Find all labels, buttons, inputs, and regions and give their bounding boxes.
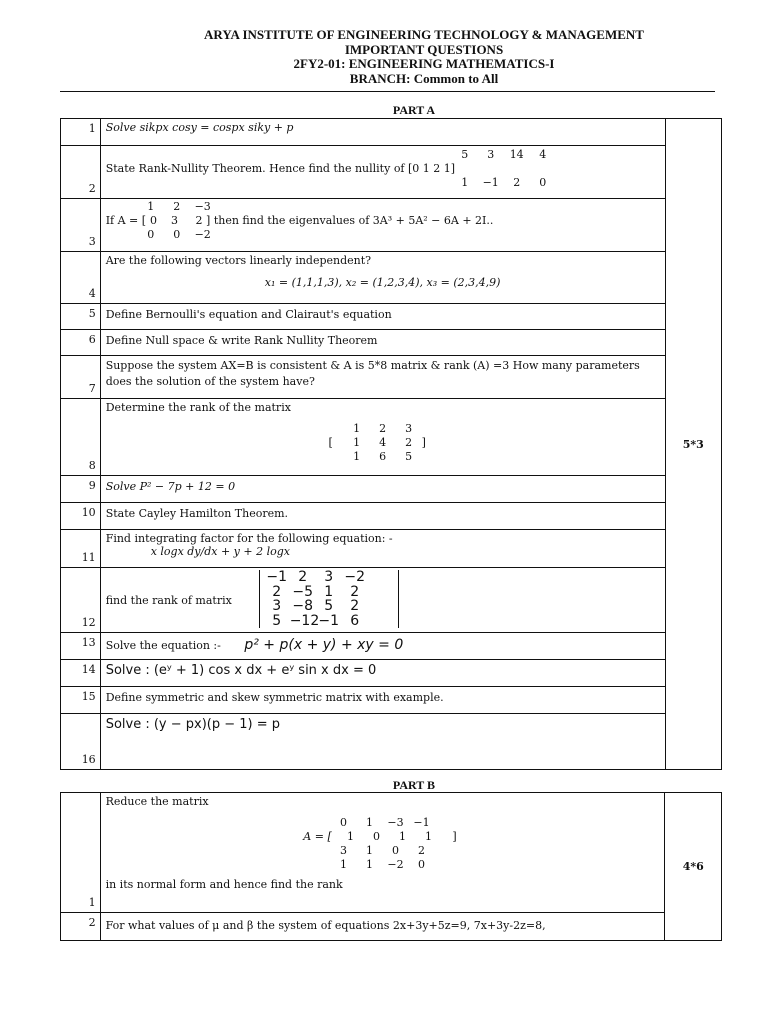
formula: p² + p(x + y) + xy = 0: [244, 637, 404, 653]
table-row: [61, 399, 722, 476]
question-number: 16: [61, 714, 101, 770]
question-number: 1: [61, 793, 101, 913]
branch: BRANCH: Common to All: [349, 70, 499, 86]
question-text: Solve : (eʸ + 1) cos x dx + eʸ sin x dx = 0: [100, 660, 665, 687]
matrix: 5 3 14 4: [461, 148, 547, 161]
question-text: Find integrating factor for the following equation: - x logx dy/dx + y + 2 logx: [100, 530, 665, 568]
question-text: Solve the equation :- p² + p(x + y) + xy = 0: [100, 633, 665, 660]
question-number: 2: [61, 146, 101, 199]
table-row: [61, 330, 722, 356]
table-row: [61, 568, 722, 633]
question-number: 15: [61, 687, 101, 714]
matrix: 1 2 3 [ 1 4 2 ] 1 6 5: [328, 422, 426, 463]
question-text: Define Bernoulli's equation and Clairaut's equation: [100, 304, 665, 330]
question-text: Solve : (y − px)(p − 1) = p: [100, 714, 665, 770]
course-title: 2FY2-01: ENGINEERING MATHEMATICS-I: [293, 56, 555, 71]
table-row: [61, 714, 722, 770]
header-divider: [60, 91, 715, 92]
document-header: [0, 28, 768, 86]
table-row: [61, 660, 722, 687]
subtitle: IMPORTANT QUESTIONS: [344, 41, 504, 57]
table-row: [61, 530, 722, 568]
question-number: 4: [61, 252, 101, 304]
matrix: −1 2 3 −2 2 −5 1 2 3 −8 5 2 5 −12−1 6: [259, 570, 399, 628]
question-number: 1: [61, 119, 101, 146]
institute-name: ARYA INSTITUTE OF ENGINEERING TECHNOLOGY & MANAGEMENT: [204, 27, 644, 42]
formula: x₁ = (1,1,1,3), x₂ = (1,2,3,4), x₃ = (2,3,4,9): [264, 276, 501, 289]
formula: x logx dy/dx + y + 2 logx: [150, 545, 290, 558]
table-row: [61, 199, 722, 252]
table-row: [61, 793, 722, 913]
part-b-title: PART B: [392, 778, 436, 792]
question-text: Determine the rank of the matrix 1 2 3 [ 1 4 2 ] 1 6 5: [100, 399, 665, 476]
marks-part-b: 4*6: [665, 793, 722, 941]
question-number: 11: [61, 530, 101, 568]
part-b-table: [60, 792, 722, 941]
table-row: [61, 146, 722, 199]
question-number: 12: [61, 568, 101, 633]
question-number: 9: [61, 476, 101, 503]
question-text: For what values of μ and β the system of equations 2x+3y+5z=9, 7x+3y-2z=8,: [100, 913, 665, 941]
table-row: [61, 304, 722, 330]
question-text: 1 2 −3 If A = [ 0 3 2 ] then find the eigenvalues of 3A³ + 5A² − 6A + 2I.. 0 0 −2: [100, 199, 665, 252]
question-number: 10: [61, 503, 101, 530]
part-a-title: PART A: [392, 103, 436, 117]
table-row: [61, 476, 722, 503]
question-text: 5 3 14 4 State Rank-Nullity Theorem. Hence find the nullity of [0 1 2 1] 1 −1 2 0: [100, 146, 665, 199]
part-a-table: [60, 118, 722, 770]
table-row: [61, 356, 722, 399]
question-number: 3: [61, 199, 101, 252]
question-text: Are the following vectors linearly independent? x₁ = (1,1,1,3), x₂ = (1,2,3,4), x₃ = (2,3,4,9): [100, 252, 665, 304]
question-text: State Cayley Hamilton Theorem.: [100, 503, 665, 530]
marks-part-a: 5*3: [665, 119, 722, 770]
question-text: Define symmetric and skew symmetric matrix with example.: [100, 687, 665, 714]
question-number: 8: [61, 399, 101, 476]
table-row: [61, 687, 722, 714]
table-row: [61, 633, 722, 660]
table-row: [61, 913, 722, 941]
question-number: 5: [61, 304, 101, 330]
table-row: [61, 503, 722, 530]
question-number: 6: [61, 330, 101, 356]
question-number: 14: [61, 660, 101, 687]
question-number: 2: [61, 913, 101, 941]
question-text: Define Null space & write Rank Nullity Theorem: [100, 330, 665, 356]
table-row: [61, 252, 722, 304]
question-text: Reduce the matrix 0 1 −3 −1 A = [ 1 0 1 1 ] 3 1 0 2 1 1 −2 0 in its normal form and hence find the rank: [100, 793, 665, 913]
matrix: 1 2 −3: [147, 200, 211, 213]
matrix: 0 1 −3 −1 A = [ 1 0 1 1 ] 3 1 0 2 1 1 −2 0: [303, 816, 457, 871]
question-text: Suppose the system AX=B is consistent & A is 5*8 matrix & rank (A) =3 How many parameters does the solution of the system have?: [100, 356, 665, 399]
question-number: 13: [61, 633, 101, 660]
question-text: Solve sikpx cosy = cospx siky + p: [100, 119, 665, 146]
question-text: Solve P² − 7p + 12 = 0: [100, 476, 665, 503]
table-row: [61, 119, 722, 146]
question-text: find the rank of matrix −1 2 3 −2 2 −5 1 2 3 −8 5 2 5 −12−1 6: [100, 568, 665, 633]
question-number: 7: [61, 356, 101, 399]
